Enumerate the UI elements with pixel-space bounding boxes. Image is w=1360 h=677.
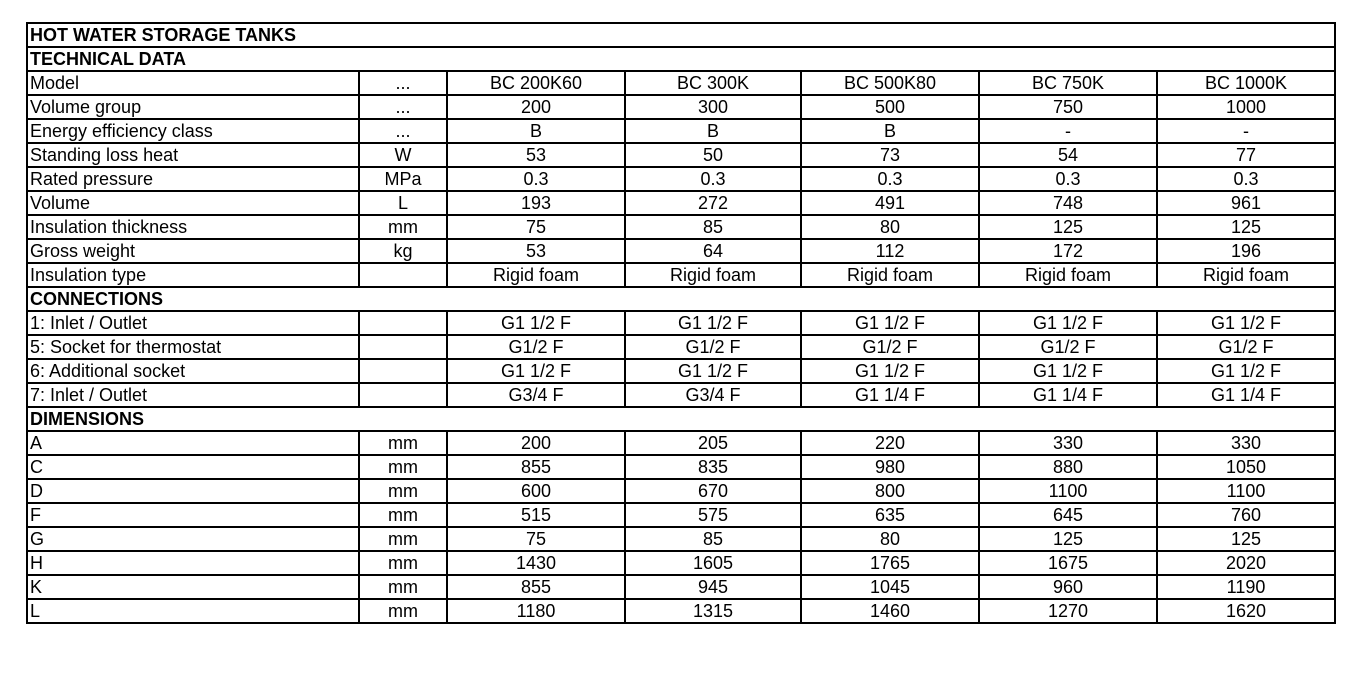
row-label: Energy efficiency class [27,119,359,143]
row-label: A [27,431,359,455]
value-cell: 220 [801,431,979,455]
value-cell: G1/2 F [801,335,979,359]
value-cell: 0.3 [801,167,979,191]
value-cell: B [447,119,625,143]
value-cell: G1 1/2 F [625,359,801,383]
value-cell: 125 [1157,215,1335,239]
value-cell: 1100 [979,479,1157,503]
table-row [27,431,1335,455]
value-cell: 500 [801,95,979,119]
row-label: K [27,575,359,599]
row-label: G [27,527,359,551]
value-cell: 73 [801,143,979,167]
value-cell: 50 [625,143,801,167]
value-cell: 1620 [1157,599,1335,623]
value-cell: 491 [801,191,979,215]
table-row [27,503,1335,527]
table-row [27,335,1335,359]
value-cell: Rigid foam [801,263,979,287]
table-row [27,599,1335,623]
value-cell: 80 [801,527,979,551]
value-cell: 125 [979,215,1157,239]
value-cell: 855 [447,575,625,599]
value-cell: B [625,119,801,143]
value-cell: 193 [447,191,625,215]
value-cell: 330 [979,431,1157,455]
unit-cell: ... [359,95,447,119]
value-cell: 945 [625,575,801,599]
value-cell: 1100 [1157,479,1335,503]
value-cell: 0.3 [1157,167,1335,191]
value-cell: 64 [625,239,801,263]
unit-cell: mm [359,599,447,623]
value-cell: 1180 [447,599,625,623]
value-cell: 85 [625,527,801,551]
table-row [27,527,1335,551]
value-cell: 75 [447,527,625,551]
unit-cell: MPa [359,167,447,191]
value-cell: 575 [625,503,801,527]
row-label: 1: Inlet / Outlet [27,311,359,335]
table-row [27,239,1335,263]
value-cell: Rigid foam [625,263,801,287]
value-cell: 1460 [801,599,979,623]
value-cell: 125 [1157,527,1335,551]
value-cell: 1765 [801,551,979,575]
value-cell: 1315 [625,599,801,623]
value-cell: 330 [1157,431,1335,455]
value-cell: 1045 [801,575,979,599]
value-cell: 200 [447,431,625,455]
table-row [27,191,1335,215]
value-cell: G3/4 F [625,383,801,407]
unit-cell: mm [359,431,447,455]
value-cell: 800 [801,479,979,503]
value-cell: 272 [625,191,801,215]
title-row [27,23,1335,47]
row-label: Gross weight [27,239,359,263]
value-cell: 112 [801,239,979,263]
value-cell: 1000 [1157,95,1335,119]
unit-cell: kg [359,239,447,263]
value-cell: G1/2 F [625,335,801,359]
value-cell: 77 [1157,143,1335,167]
value-cell: 0.3 [625,167,801,191]
table-row [27,119,1335,143]
row-label: C [27,455,359,479]
value-cell: 172 [979,239,1157,263]
value-cell: 670 [625,479,801,503]
value-cell: G1 1/2 F [801,311,979,335]
value-cell: 855 [447,455,625,479]
value-cell: G1 1/4 F [801,383,979,407]
value-cell: 2020 [1157,551,1335,575]
value-cell: 53 [447,143,625,167]
unit-cell: mm [359,215,447,239]
value-cell: Rigid foam [447,263,625,287]
row-label: Model [27,71,359,95]
value-cell: 54 [979,143,1157,167]
value-cell: Rigid foam [1157,263,1335,287]
value-cell: 645 [979,503,1157,527]
connections-heading-row [27,287,1335,311]
value-cell: Rigid foam [979,263,1157,287]
value-cell: 515 [447,503,625,527]
table-row [27,311,1335,335]
value-cell: B [801,119,979,143]
table-row [27,71,1335,95]
table-row [27,575,1335,599]
value-cell: 196 [1157,239,1335,263]
table-title: HOT WATER STORAGE TANKS [27,23,1335,47]
value-cell: 748 [979,191,1157,215]
table-row [27,455,1335,479]
row-label: L [27,599,359,623]
row-label: 5: Socket for thermostat [27,335,359,359]
row-label: Volume group [27,95,359,119]
value-cell: G3/4 F [447,383,625,407]
value-cell: 300 [625,95,801,119]
value-cell: G1 1/2 F [447,359,625,383]
technical-data-heading-row [27,47,1335,71]
unit-cell: mm [359,575,447,599]
value-cell: 750 [979,95,1157,119]
row-label: Rated pressure [27,167,359,191]
value-cell: G1/2 F [979,335,1157,359]
value-cell: G1 1/2 F [447,311,625,335]
unit-cell: mm [359,503,447,527]
table-row [27,167,1335,191]
unit-cell: ... [359,119,447,143]
table-row [27,479,1335,503]
value-cell: G1 1/2 F [1157,311,1335,335]
unit-cell: W [359,143,447,167]
unit-cell [359,263,447,287]
table-row [27,95,1335,119]
technical-data-heading: TECHNICAL DATA [27,47,1335,71]
value-cell: 1190 [1157,575,1335,599]
value-cell: G1 1/2 F [979,311,1157,335]
value-cell: 600 [447,479,625,503]
row-label: 6: Additional socket [27,359,359,383]
row-label: F [27,503,359,527]
value-cell: 1270 [979,599,1157,623]
value-cell: 1675 [979,551,1157,575]
row-label: Insulation thickness [27,215,359,239]
table-row [27,263,1335,287]
row-label: D [27,479,359,503]
value-cell: 53 [447,239,625,263]
value-cell: G1 1/4 F [979,383,1157,407]
spec-table [26,22,1336,624]
value-cell: 75 [447,215,625,239]
value-cell: 835 [625,455,801,479]
value-cell: G1/2 F [1157,335,1335,359]
value-cell: 760 [1157,503,1335,527]
value-cell: G1 1/2 F [801,359,979,383]
value-cell: - [1157,119,1335,143]
connections-heading: CONNECTIONS [27,287,1335,311]
value-cell: 1605 [625,551,801,575]
table-row [27,359,1335,383]
unit-cell: mm [359,479,447,503]
row-label: Insulation type [27,263,359,287]
value-cell: 880 [979,455,1157,479]
value-cell: G1 1/4 F [1157,383,1335,407]
unit-cell: ... [359,71,447,95]
value-cell: 125 [979,527,1157,551]
value-cell: - [979,119,1157,143]
row-label: Standing loss heat [27,143,359,167]
value-cell: BC 300K [625,71,801,95]
value-cell: BC 750K [979,71,1157,95]
row-label: Volume [27,191,359,215]
value-cell: G1/2 F [447,335,625,359]
table-row [27,383,1335,407]
unit-cell [359,311,447,335]
value-cell: BC 1000K [1157,71,1335,95]
table-row [27,143,1335,167]
value-cell: 961 [1157,191,1335,215]
table-row [27,215,1335,239]
value-cell: BC 200K60 [447,71,625,95]
value-cell: 200 [447,95,625,119]
value-cell: 85 [625,215,801,239]
value-cell: 80 [801,215,979,239]
value-cell: G1 1/2 F [979,359,1157,383]
value-cell: BC 500K80 [801,71,979,95]
value-cell: 1430 [447,551,625,575]
unit-cell: mm [359,551,447,575]
dimensions-heading-row [27,407,1335,431]
unit-cell: mm [359,527,447,551]
value-cell: 960 [979,575,1157,599]
dimensions-heading: DIMENSIONS [27,407,1335,431]
table-row [27,551,1335,575]
value-cell: G1 1/2 F [1157,359,1335,383]
value-cell: 0.3 [447,167,625,191]
unit-cell [359,335,447,359]
unit-cell: L [359,191,447,215]
row-label: H [27,551,359,575]
value-cell: 0.3 [979,167,1157,191]
unit-cell: mm [359,455,447,479]
value-cell: 1050 [1157,455,1335,479]
row-label: 7: Inlet / Outlet [27,383,359,407]
value-cell: G1 1/2 F [625,311,801,335]
value-cell: 980 [801,455,979,479]
value-cell: 205 [625,431,801,455]
unit-cell [359,383,447,407]
unit-cell [359,359,447,383]
value-cell: 635 [801,503,979,527]
